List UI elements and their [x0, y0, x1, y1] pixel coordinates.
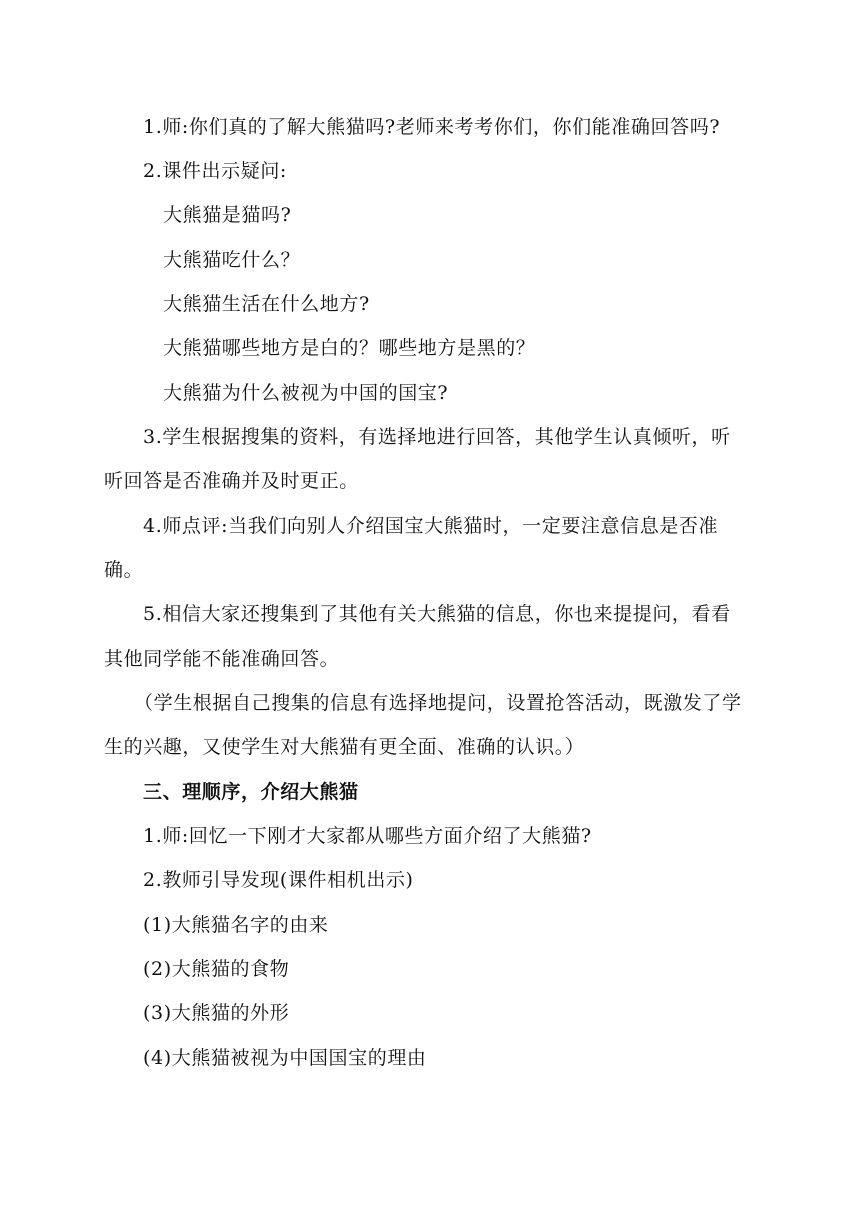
text-line: 5.相信大家还搜集到了其他有关大熊猫的信息，你也来提提问，看看: [143, 603, 731, 625]
text-line: 1.师:你们真的了解大熊猫吗?老师来考考你们，你们能准确回答吗?: [143, 116, 721, 138]
question-line: 大熊猫是猫吗?: [163, 204, 292, 226]
text-line: 2.课件出示疑问:: [143, 160, 287, 182]
list-item: (4)大熊猫被视为中国国宝的理由: [143, 1047, 427, 1069]
note-line: （学生根据自己搜集的信息有选择地提问，设置抢答活动，既激发了学: [134, 692, 742, 714]
question-line: 大熊猫为什么被视为中国的国宝?: [163, 382, 449, 404]
question-line: 大熊猫生活在什么地方?: [163, 293, 370, 315]
text-line: 确。: [104, 559, 144, 581]
list-item: (1)大熊猫名字的由来: [143, 914, 329, 936]
list-item: (2)大熊猫的食物: [143, 958, 290, 980]
list-item: (3)大熊猫的外形: [143, 1002, 290, 1024]
question-line: 大熊猫哪些地方是白的？哪些地方是黑的？: [163, 337, 536, 359]
text-line: 1.师:回忆一下刚才大家都从哪些方面介绍了大熊猫?: [143, 825, 592, 847]
note-line: 生的兴趣，又使学生对大熊猫有更全面、准确的认识。）: [104, 736, 585, 758]
text-line: 其他同学能不能准确回答。: [104, 648, 340, 670]
text-line: 2.教师引导发现(课件相机出示): [143, 869, 414, 891]
section-heading: 三、理顺序，介绍大熊猫: [143, 781, 359, 803]
text-line: 3.学生根据搜集的资料，有选择地进行回答，其他学生认真倾听，听: [143, 426, 731, 448]
question-line: 大熊猫吃什么？: [163, 249, 301, 271]
text-line: 4.师点评:当我们向别人介绍国宝大熊猫时，一定要注意信息是否准: [143, 515, 719, 537]
text-line: 听回答是否准确并及时更正。: [104, 470, 359, 492]
